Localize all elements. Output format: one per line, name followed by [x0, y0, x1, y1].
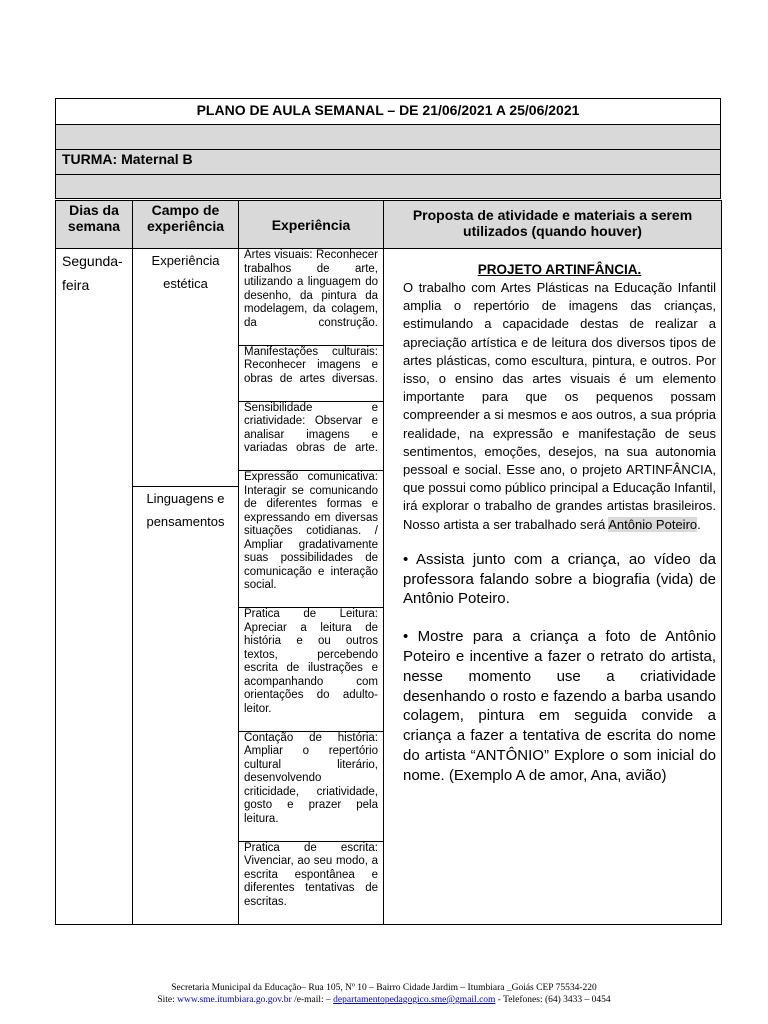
experiencia-cell	[239, 249, 384, 925]
footer-contacts	[0, 994, 768, 1006]
table-row	[56, 249, 722, 925]
turma-label: TURMA: Maternal B	[55, 149, 721, 174]
footer-phones: - Telefones: (64) 3433 – 0454	[495, 995, 611, 1005]
project-description	[403, 279, 716, 534]
lesson-table	[55, 200, 722, 925]
plan-title: PLANO DE AULA SEMANAL – DE 21/06/2021 A 25/06/2021	[55, 98, 721, 124]
exp-sensibilidade: Sensibilidade e criatividade: Observar e analisar imagens e variadas obras de arte.	[239, 402, 383, 472]
exp-manifestacoes-culturais: Manifestações culturais: Reconhecer imagens e obras de artes diversas.	[239, 346, 383, 402]
col-header-dias: Dias da semana	[56, 201, 133, 249]
proposta-cell	[384, 249, 722, 925]
campo-experiencia-estetica: Experiência estética	[151, 253, 220, 291]
day-cell: Segunda-feira	[56, 249, 133, 925]
exp-pratica-leitura: Pratica de Leitura: Apreciar a leitura de história e ou outros textos, percebendo escrita de ilustrações e acompanhando com orientações do adulto-leitor.	[239, 608, 383, 732]
col-header-campo: Campo de experiência	[133, 201, 239, 249]
project-body-text: O trabalho com Artes Plásticas na Educação Infantil amplia o repertório de imagens das crianças, estimulando a capacidade destas de realizar a apreciação artística e de leitura dos diversos tipos de artes plásticas, como escultura, pintura, e outros. Por isso, o ensino das artes visuais é um elemento importante para que os pequenos possam compreender a si mesmos e aos outros, a sua própria realidade, na expressão e manifestação de seus sentimentos, emoções, desejos, na sua autonomia pessoal e social. Esse ano, o projeto ARTINFÂNCIA, que possui como público principal a Educação Infantil, irá explorar o trabalho de grandes artistas brasileiros. Nosso artista a ser trabalhado será	[403, 280, 716, 532]
campo-linguagens: Linguagens e pensamentos	[133, 486, 238, 533]
blank-gray-row	[55, 174, 721, 199]
activity-bullet-1: • Assista junto com a criança, ao vídeo da professora falando sobre a biografia (vida) de Antônio Poteiro.	[403, 550, 716, 608]
footer-email-link[interactable]: departamentopedagogico.sme@gmail.com	[333, 995, 496, 1005]
activity-bullet-2: • Mostre para a criança a foto de Antônio Poteiro e incentive a fazer o retrato do artista, nesse momento use a criatividade desenhando o rosto e fazendo a barba usando colagem, pintura em seguida convide a criança a fazer a tentativa de escrita do nome do artista “ANTÔNIO” Explore o som inicial do nome. (Exemplo A de amor, Ana, avião)	[403, 628, 716, 784]
body-end: .	[697, 516, 701, 532]
exp-expressao-comunicativa: Expressão comunicativa: Interagir se comunicando de diferentes formas e expressando em diversas situações cotidianas. / Ampliar gradativamente suas possibilidades de comunicação e interação social.	[239, 471, 383, 608]
col-header-proposta: Proposta de atividade e materiais a serem utilizados (quando houver)	[384, 201, 722, 249]
lesson-plan-document	[55, 98, 721, 908]
footer-site-link[interactable]: www.sme.itumbiara.go.gov.br	[177, 995, 292, 1005]
campo-cell	[133, 249, 239, 925]
col-header-experiencia: Experiência	[239, 201, 384, 249]
footer-address: Secretaria Municipal da Educação– Rua 105, Nº 10 – Bairro Cidade Jardim – Itumbiara _Goiás CEP 75534-220	[171, 983, 597, 993]
project-title: PROJETO ARTINFÂNCIA.	[477, 262, 642, 277]
exp-pratica-escrita: Pratica de escrita: Vivenciar, ao seu modo, a escrita espontânea e diferentes tentativas de escritas.	[244, 841, 378, 908]
exp-artes-visuais: Artes visuais: Reconhecer trabalhos de arte, utilizando a linguagem do desenho, da pintura da modelagem, da colagem, da construção.	[239, 249, 383, 346]
page-footer	[0, 982, 768, 1006]
footer-site-label: Site:	[157, 995, 178, 1005]
artist-name-highlight: Antônio Poteiro	[608, 516, 698, 532]
table-header-row	[56, 201, 722, 249]
blank-gray-row	[55, 124, 721, 149]
footer-email-label: /e-mail: –	[291, 995, 334, 1005]
exp-contacao-historia: Contação de história: Ampliar o repertório cultural literário, desenvolvendo criticidade, criatividade, gosto e prazer pela leitura.	[239, 732, 383, 842]
